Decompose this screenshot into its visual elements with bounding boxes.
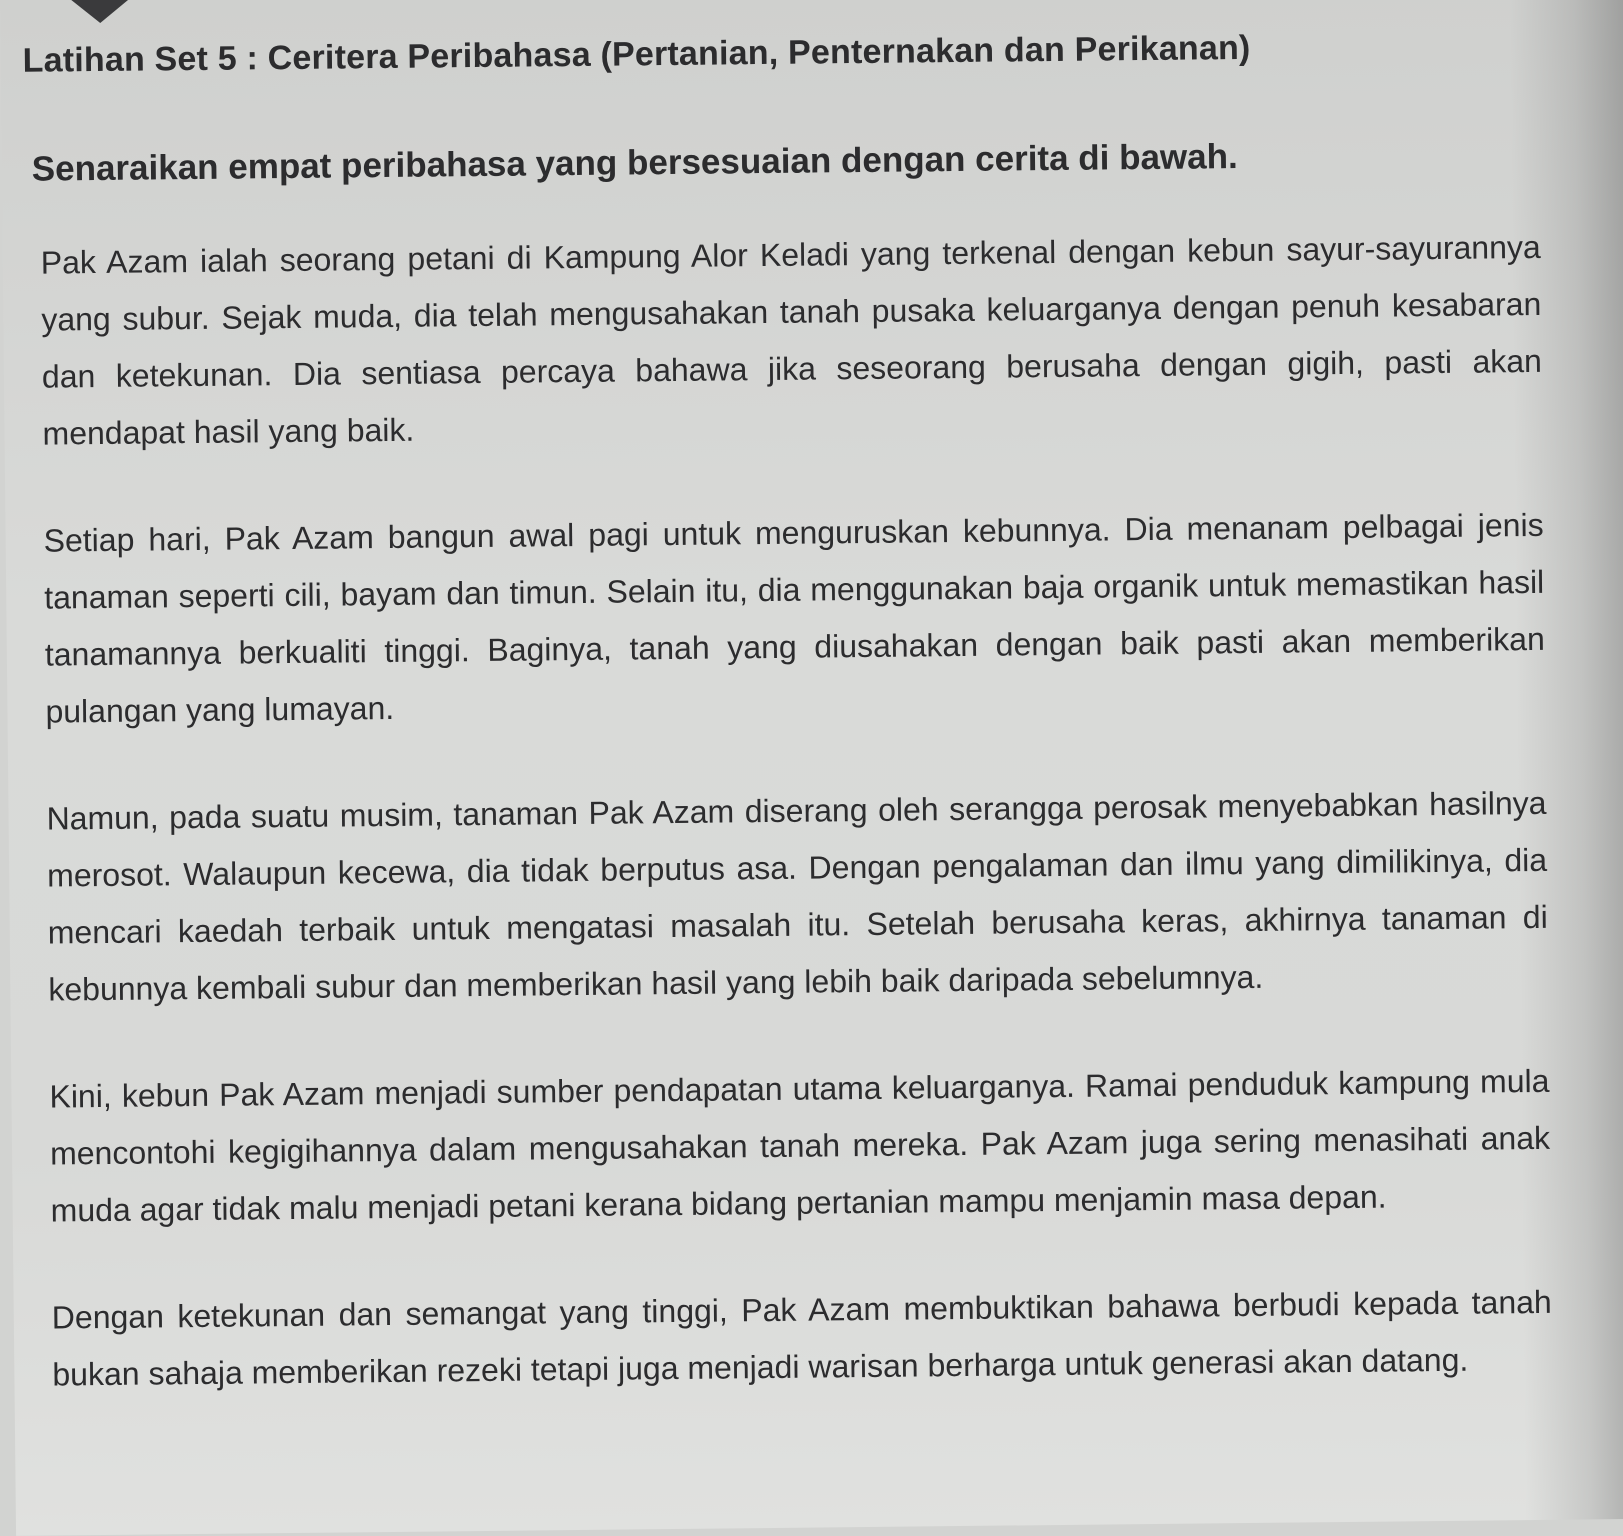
story-paragraph-1: Pak Azam ialah seorang petani di Kampung Alor Keladi yang terkenal dengan kebun sayur-sayurannya yang subur. Sejak muda, dia telah mengusahakan tanah pusaka keluarganya dengan penuh kesabaran dan ketekunan. Dia sentiasa percaya bahawa jika seseorang berusaha dengan gigih, pasti akan mendapat hasil yang baik. [40, 228, 1543, 452]
worksheet-instruction: Senaraikan empat peribahasa yang bersesuaian dengan cerita di bawah. [31, 137, 1238, 189]
worksheet-title: Latihan Set 5 : Ceritera Peribahasa (Pertanian, Penternakan dan Perikanan) [22, 28, 1251, 80]
story-paragraph-5: Dengan ketekunan dan semangat yang tinggi, Pak Azam membuktikan bahawa berbudi kepada tanah bukan sahaja memberikan rezeki tetapi juga menjadi warisan berharga untuk generasi akan datang. [51, 1283, 1552, 1393]
corner-tab-mark [58, 0, 142, 23]
story-paragraph-3: Namun, pada suatu musim, tanaman Pak Azam diserang oleh serangga perosak menyebabkan hasilnya merosot. Walaupun kecewa, dia tidak berputus asa. Dengan pengalaman dan ilmu yang dimilikinya, dia mencari kaedah terbaik untuk mengatasi masalah itu. Setelah berusaha keras, akhirnya tanaman di kebunnya kembali subur dan memberikan hasil yang lebih baik daripada sebelumnya. [46, 784, 1548, 1008]
story-paragraph-2: Setiap hari, Pak Azam bangun awal pagi untuk menguruskan kebunnya. Dia menanam pelbagai jenis tanaman seperti cili, bayam dan timun. Selain itu, dia menggunakan baja organik untuk memastikan hasil tanamannya berkualiti tinggi. Baginya, tanah yang diusahakan dengan baik pasti akan memberikan pulangan yang lumayan. [43, 506, 1545, 730]
story-body [40, 219, 1553, 1454]
story-paragraph-4: Kini, kebun Pak Azam menjadi sumber pendapatan utama keluarganya. Ramai penduduk kampung mula mencontohi kegigihannya dalam mengusahakan tanah mereka. Pak Azam juga sering menasihati anak muda agar tidak malu menjadi petani kerana bidang pertanian mampu menjamin masa depan. [49, 1062, 1551, 1229]
